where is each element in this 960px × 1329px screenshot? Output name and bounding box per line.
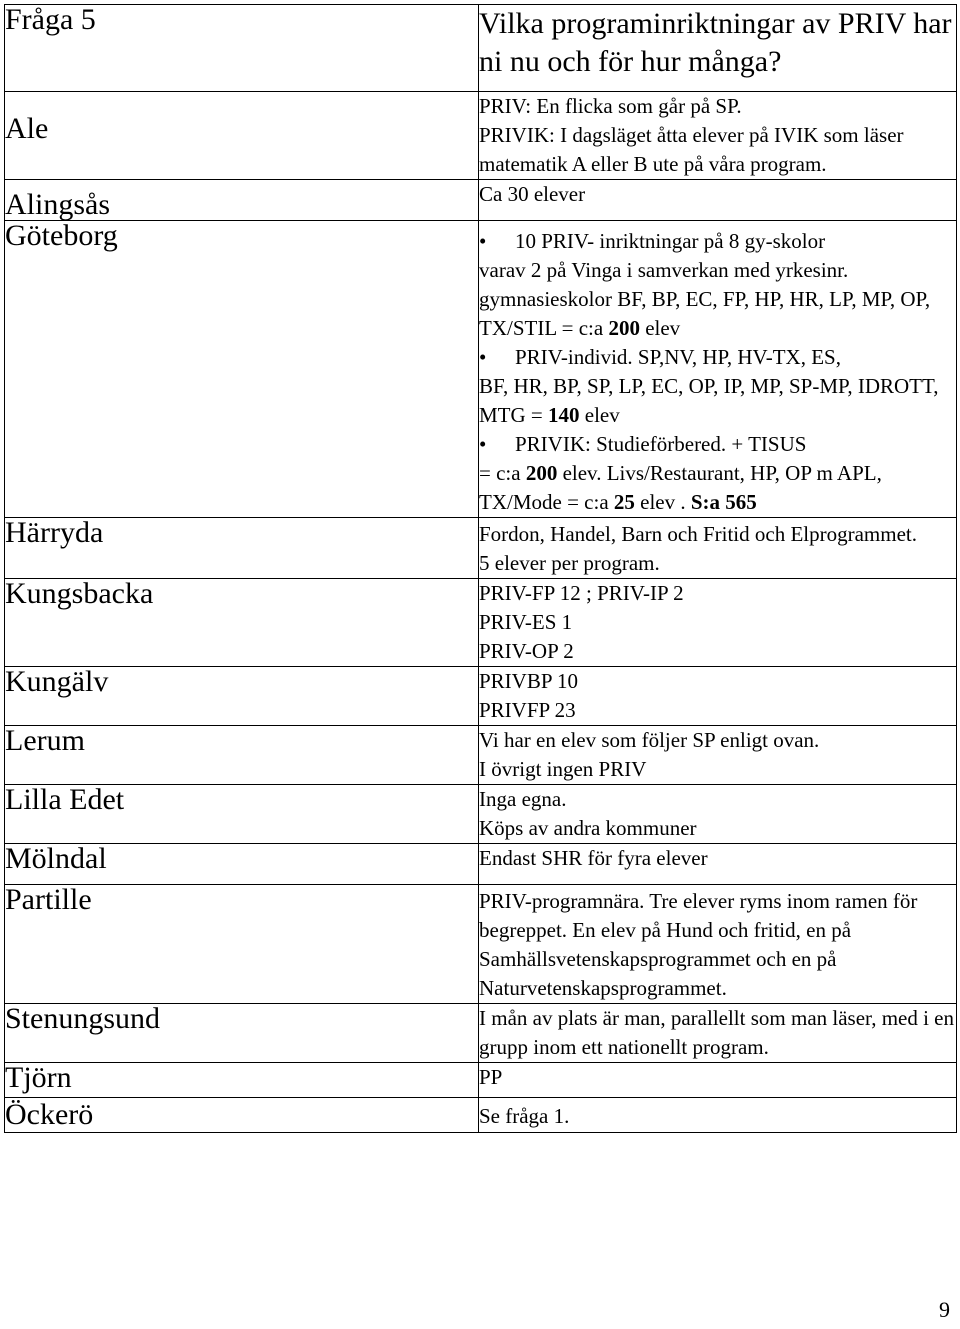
answer-line: PRIVFP 23 [479, 698, 576, 722]
answer-cell [479, 518, 957, 579]
answer-cell: PP [479, 1063, 957, 1098]
answer-line: PRIV-FP 12 ; PRIV-IP 2 [479, 581, 684, 605]
list-item: • PRIV-individ. SP,NV, HP, HV-TX, ES, [479, 343, 956, 372]
survey-table [4, 4, 957, 1133]
table-row [5, 1063, 957, 1098]
answer-line: Inga egna. [479, 787, 567, 811]
municipality-name: Ale [5, 92, 479, 180]
answer-line: PRIV-ES 1 [479, 610, 573, 634]
answer-line: PRIVBP 10 [479, 669, 579, 693]
answer-line: 5 elever per program. [479, 551, 660, 575]
municipality-name: Mölndal [5, 844, 479, 885]
table-row [5, 885, 957, 1004]
question-label: Fråga 5 [5, 5, 479, 92]
table-row [5, 579, 957, 667]
table-row [5, 667, 957, 726]
answer-line: = c:a 200 elev. Livs/Restaurant, HP, OP m APL, TX/Mode = c:a 25 elev . S:a 565 [479, 461, 882, 514]
municipality-name: Stenungsund [5, 1004, 479, 1063]
municipality-name: Partille [5, 885, 479, 1004]
answer-line: I övrigt ingen PRIV [479, 757, 647, 781]
municipality-name: Öckerö [5, 1098, 479, 1133]
table-row [5, 1098, 957, 1133]
answer-cell [479, 726, 957, 785]
table-row [5, 92, 957, 180]
answer-cell: I mån av plats är man, parallellt som man läser, med i en grupp inom ett nationellt program. [479, 1004, 957, 1063]
municipality-name: Härryda [5, 518, 479, 579]
answer-line: PRIV-OP 2 [479, 639, 574, 663]
table-row [5, 5, 957, 92]
municipality-name: Lilla Edet [5, 785, 479, 844]
answer-cell: Ca 30 elever [479, 180, 957, 221]
answer-line: Vi har en elev som följer SP enligt ovan. [479, 728, 820, 752]
table-row [5, 844, 957, 885]
answer-line: Köps av andra kommuner [479, 816, 697, 840]
answer-cell [479, 92, 957, 180]
answer-list [479, 430, 956, 459]
answer-cell: Se fråga 1. [479, 1098, 957, 1133]
answer-line: varav 2 på Vinga i samverkan med yrkesinr. gymnasieskolor BF, BP, EC, FP, HP, HR, LP, MP, OP, TX/STIL = c:a 200 elev [479, 258, 931, 340]
list-item: • 10 PRIV- inriktningar på 8 gy-skolor [479, 227, 956, 256]
answer-list [479, 343, 956, 372]
answer-line: Fordon, Handel, Barn och Fritid och Elprogrammet. [479, 522, 917, 546]
answer-list [479, 227, 956, 256]
table-row [5, 221, 957, 518]
municipality-name: Göteborg [5, 221, 479, 518]
answer-cell: PRIV-programnära. Tre elever ryms inom ramen för begreppet. En elev på Hund och fritid, en på Samhällsvetenskapsprogrammet och en på Naturvetenskapsprogrammet. [479, 885, 957, 1004]
answer-cell [479, 221, 957, 518]
table-row [5, 726, 957, 785]
table-row [5, 785, 957, 844]
municipality-name: Lerum [5, 726, 479, 785]
municipality-name: Kungsbacka [5, 579, 479, 667]
answer-cell: Endast SHR för fyra elever [479, 844, 957, 885]
answer-line: PRIV: En flicka som går på SP. [479, 94, 742, 118]
municipality-name: Kungälv [5, 667, 479, 726]
table-row [5, 180, 957, 221]
question-text: Vilka programinriktningar av PRIV har ni nu och för hur många? [479, 5, 957, 92]
answer-cell [479, 785, 957, 844]
answer-line: PRIVIK: I dagsläget åtta elever på IVIK som läser matematik A eller B ute på våra program. [479, 123, 904, 176]
list-item: • PRIVIK: Studieförbered. + TISUS [479, 430, 956, 459]
municipality-name: Tjörn [5, 1063, 479, 1098]
answer-line: BF, HR, BP, SP, LP, EC, OP, IP, MP, SP-MP, IDROTT, MTG = 140 elev [479, 374, 939, 427]
answer-cell [479, 667, 957, 726]
table-row [5, 518, 957, 579]
table-row [5, 1004, 957, 1063]
municipality-name: Alingsås [5, 180, 479, 221]
answer-cell [479, 579, 957, 667]
page-number: 9 [939, 1297, 950, 1322]
